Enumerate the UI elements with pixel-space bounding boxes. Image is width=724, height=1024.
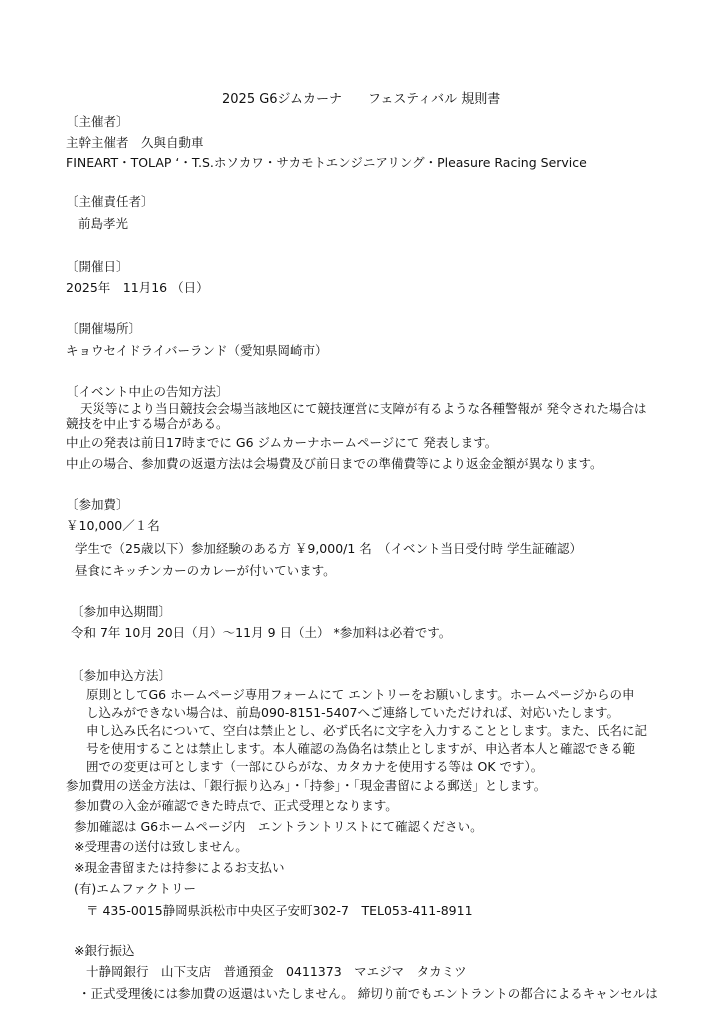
date-value: 2025年 11月16 （日） xyxy=(66,280,209,295)
responsible-name: 前島孝光 xyxy=(78,216,129,231)
bank-heading: ※銀行振込 xyxy=(74,943,135,958)
cancel-line-4: 中止の場合、参加費の返還方法は会場費及び前日までの準備費等により返金金額が異なります。 xyxy=(66,456,603,471)
fee-general: ￥10,000／１名 xyxy=(66,518,160,533)
organizer-co: FINEART・TOLAP ‘・T.S.ホソカワ・サカモトエンジニアリング・Pleasure Racing Service xyxy=(66,155,587,170)
responsible-heading: 〔主催責任者〕 xyxy=(66,194,154,209)
fee-student: 学生で（25歳以下）参加経験のある方 ￥9,000/1 名 （イベント当日受付時 学生証確認） xyxy=(75,541,583,556)
page-title: 2025 G6ジムカーナ フェスティバル 規則書 xyxy=(222,92,501,107)
organizer-main: 主幹主催者 久與自動車 xyxy=(66,135,204,150)
method-line-5: 囲での変更は可とします（一部にひらがな、カタカナを使用する等は OK です）。 xyxy=(86,759,544,774)
method-line-2: し込みができない場合は、前島090-8151-5407へご連絡していただければ、対応いたします。 xyxy=(86,705,620,720)
method-line-6: 参加費用の送金方法は、「銀行振り込み」・「持参」・「現金書留による郵送」とします。 xyxy=(66,778,547,793)
period-heading: 〔参加申込期間〕 xyxy=(71,604,172,619)
bank-note: ・正式受理後には参加費の返還はいたしません。 締切り前でもエントラントの都合によるキャンセルは xyxy=(78,986,658,1001)
method-heading: 〔参加申込方法〕 xyxy=(71,668,172,683)
venue-value: キョウセイドライバーランド（愛知県岡崎市） xyxy=(66,343,328,358)
period-value: 令和 7年 10月 20日（月）～11月 9 日（土） *参加料は必着です。 xyxy=(71,625,452,640)
organizer-heading: 〔主催者〕 xyxy=(66,114,129,129)
cancel-line-2: 競技を中止する場合がある。 xyxy=(66,416,229,431)
cancel-line-3: 中止の発表は前日17時までに G6 ジムカーナホームページにて 発表します。 xyxy=(66,435,498,450)
method-line-9: ※受理書の送付は致しません。 xyxy=(74,839,248,854)
cancel-heading: 〔イベント中止の告知方法〕 xyxy=(66,384,229,399)
method-line-1: 原則としてG6 ホームページ専用フォームにて エントリーをお願いします。ホームページからの申 xyxy=(86,687,635,702)
method-line-8: 参加確認は G6ホームページ内 エントラントリストにて確認ください。 xyxy=(74,819,483,834)
method-line-12: 〒 435-0015静岡県浜松市中央区子安町302-7 TEL053-411-8911 xyxy=(86,903,473,918)
method-line-3: 申し込み氏名について、空白は禁止とし、必ず氏名に文字を入力することとします。また、氏名に記 xyxy=(86,723,648,738)
fee-lunch: 昼食にキッチンカーのカレーが付いています。 xyxy=(75,563,336,578)
venue-heading: 〔開催場所〕 xyxy=(66,321,142,336)
method-line-4: 号を使用することは禁止します。本人確認の為偽名は禁止としますが、申込者本人と確認できる範 xyxy=(86,741,636,756)
method-line-7: 参加費の入金が確認できた時点で、正式受理となります。 xyxy=(74,798,398,813)
method-line-11: (有)エムファクトリー xyxy=(74,881,197,896)
method-line-10: ※現金書留または持参によるお支払い xyxy=(74,860,285,875)
bank-account: 十静岡銀行 山下支店 普通預金 0411373 マエジマ タカミツ xyxy=(86,964,467,979)
date-heading: 〔開催日〕 xyxy=(66,259,129,274)
cancel-line-1: 天災等により当日競技会会場当該地区にて競技運営に支障が有るような各種警報が 発令された場合は xyxy=(80,401,647,416)
fee-heading: 〔参加費〕 xyxy=(66,497,129,512)
